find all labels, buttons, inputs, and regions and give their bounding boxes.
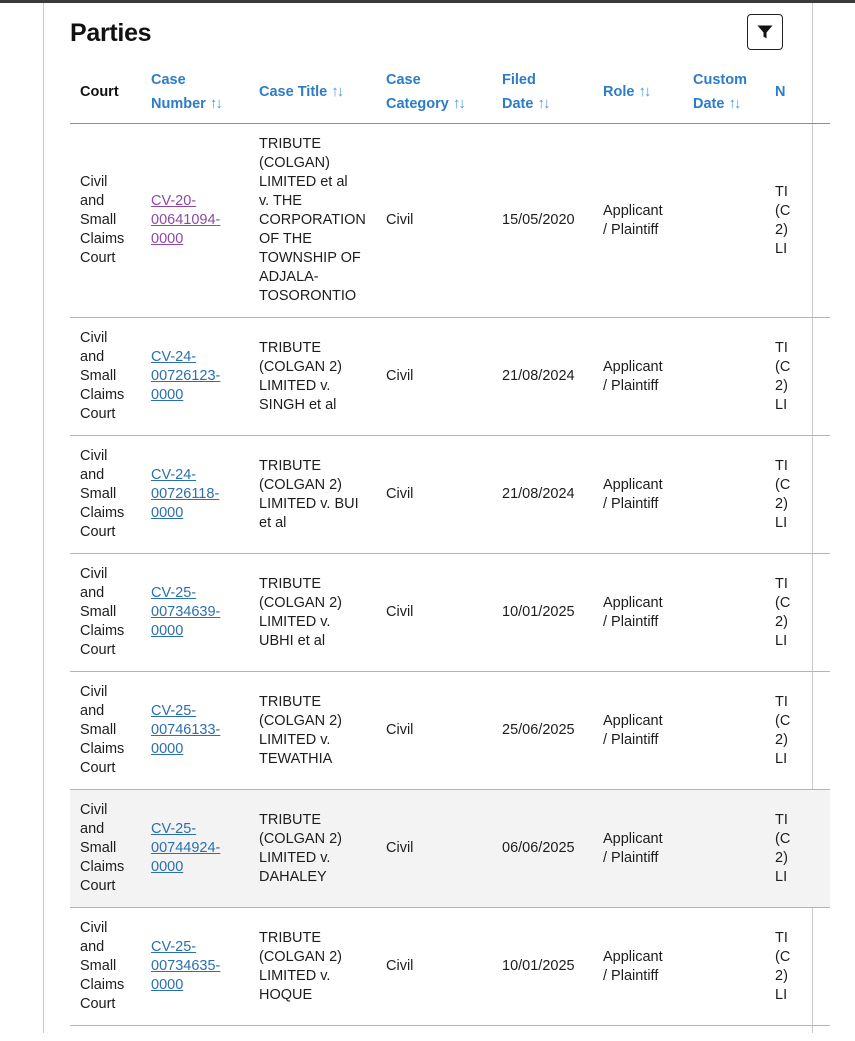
- case-title-text: TRIBUTE: [259, 811, 322, 828]
- case-number-text: 00641094-: [151, 212, 221, 228]
- cell-n: [765, 672, 830, 790]
- parties-table-scroll[interactable]: [70, 61, 791, 1041]
- case-title-text: LIMITED v. BUI: [259, 495, 359, 512]
- case-title-text: UBHI et al: [259, 632, 326, 649]
- case-number-text: 0000: [151, 977, 184, 993]
- court-text: Claims: [80, 741, 125, 757]
- cell-n: [765, 124, 830, 318]
- n-text: 2): [775, 495, 788, 512]
- n-text: (C: [775, 948, 791, 965]
- cell-court: [70, 672, 141, 790]
- cell-role: [593, 124, 683, 318]
- cell-n: [765, 908, 830, 1026]
- cell-court: [70, 790, 141, 908]
- court-text: and: [80, 703, 105, 719]
- case-title-text: TRIBUTE: [259, 136, 322, 152]
- case-number-text: 0000: [151, 231, 184, 247]
- role-text: Applicant: [603, 830, 663, 847]
- case-title-text: TEWATHIA: [259, 750, 333, 767]
- column-header-filed-date[interactable]: [492, 61, 593, 124]
- cell-case-title: [249, 554, 376, 672]
- cell-filed-date: 21/08/2024: [492, 436, 593, 554]
- page-title: Parties: [70, 19, 152, 47]
- column-header-label: Case: [151, 71, 186, 88]
- role-text: / Plaintiff: [603, 731, 659, 748]
- cell-n: [765, 790, 830, 908]
- case-title-text: (COLGAN): [259, 155, 330, 171]
- case-title-text: TRIBUTE: [259, 457, 322, 474]
- court-text: and: [80, 821, 105, 837]
- court-text: Small: [80, 368, 117, 384]
- case-title-text: et al: [259, 514, 287, 531]
- court-text: Civil: [80, 920, 108, 936]
- case-title-text: (COLGAN 2): [259, 712, 342, 729]
- cell-case-title: [249, 124, 376, 318]
- case-number-text: CV-25-: [151, 585, 197, 601]
- table-row: [70, 554, 830, 672]
- cell-n: [765, 554, 830, 672]
- case-number-link[interactable]: [151, 349, 220, 403]
- cell-case-category: Civil: [376, 554, 492, 672]
- case-number-text: 00744924-: [151, 840, 221, 856]
- table-row: [70, 672, 830, 790]
- case-title-text: (COLGAN 2): [259, 594, 342, 611]
- role-text: / Plaintiff: [603, 849, 659, 866]
- court-text: Court: [80, 642, 116, 658]
- case-number-link[interactable]: [151, 193, 220, 247]
- case-number-text: 00734635-: [151, 958, 221, 974]
- column-header-label: Number: [151, 95, 206, 112]
- cell-role: [593, 790, 683, 908]
- column-header-label: Custom: [693, 71, 747, 88]
- role-text: Applicant: [603, 594, 663, 611]
- n-text: (C: [775, 594, 791, 611]
- cell-court: [70, 908, 141, 1026]
- case-title-text: LIMITED v.: [259, 613, 331, 630]
- n-text: (C: [775, 202, 791, 219]
- cell-case-number: [141, 554, 249, 672]
- cell-case-category: Civil: [376, 124, 492, 318]
- table-row: [70, 790, 830, 908]
- role-text: Applicant: [603, 948, 663, 965]
- n-text: 2): [775, 967, 788, 984]
- role-text: / Plaintiff: [603, 221, 659, 238]
- court-text: Claims: [80, 977, 125, 993]
- role-text: Applicant: [603, 202, 663, 219]
- n-text: 2): [775, 377, 788, 394]
- cell-case-category: Civil: [376, 790, 492, 908]
- court-text: and: [80, 939, 105, 955]
- case-title-text: TRIBUTE: [259, 339, 322, 356]
- case-title-text: (COLGAN 2): [259, 948, 342, 965]
- case-number-text: CV-24-: [151, 349, 197, 365]
- cell-n: [765, 318, 830, 436]
- n-text: 2): [775, 613, 788, 630]
- case-title-text: LIMITED v.: [259, 377, 331, 394]
- case-title-text: TOWNSHIP OF: [259, 250, 361, 266]
- cell-filed-date: 25/06/2025: [492, 672, 593, 790]
- cell-case-title: [249, 908, 376, 1026]
- cell-case-category: Civil: [376, 908, 492, 1026]
- column-header-label: Case Title: [259, 84, 328, 100]
- court-text: and: [80, 349, 105, 365]
- column-header-label: Court: [80, 83, 119, 100]
- role-text: / Plaintiff: [603, 967, 659, 984]
- n-text: TI: [775, 929, 788, 946]
- court-text: Claims: [80, 505, 125, 521]
- n-text: TI: [775, 575, 788, 592]
- column-header-case-number[interactable]: [141, 61, 249, 124]
- case-number-text: CV-25-: [151, 821, 197, 837]
- cell-filed-date: 21/08/2024: [492, 318, 593, 436]
- court-text: Claims: [80, 623, 125, 639]
- role-text: Applicant: [603, 712, 663, 729]
- court-text: Court: [80, 524, 116, 540]
- role-text: Applicant: [603, 358, 663, 375]
- cell-filed-date: 06/06/2025: [492, 790, 593, 908]
- n-text: TI: [775, 693, 788, 710]
- case-title-text: OF THE: [259, 231, 312, 247]
- n-text: TI: [775, 457, 788, 474]
- court-text: and: [80, 585, 105, 601]
- case-title-text: TRIBUTE: [259, 693, 322, 710]
- cell-court: [70, 124, 141, 318]
- cell-case-number: [141, 436, 249, 554]
- table-body: [70, 124, 830, 1026]
- cell-role: [593, 908, 683, 1026]
- n-text: LI: [775, 868, 788, 885]
- cell-filed-date: 10/01/2025: [492, 554, 593, 672]
- court-text: Civil: [80, 448, 108, 464]
- case-title-text: (COLGAN 2): [259, 830, 342, 847]
- cell-case-number: [141, 318, 249, 436]
- cell-case-category: Civil: [376, 672, 492, 790]
- court-text: Small: [80, 840, 117, 856]
- column-header-custom-date[interactable]: [683, 61, 765, 124]
- case-title-text: LIMITED v.: [259, 731, 331, 748]
- court-text: Civil: [80, 566, 108, 582]
- case-number-text: 00734639-: [151, 604, 221, 620]
- cell-custom-date: [683, 790, 765, 908]
- sort-arrows-icon: ↑↓: [331, 83, 343, 100]
- cell-court: [70, 436, 141, 554]
- cell-filed-date: 15/05/2020: [492, 124, 593, 318]
- cell-case-number: [141, 908, 249, 1026]
- court-text: Civil: [80, 330, 108, 346]
- cell-case-category: Civil: [376, 318, 492, 436]
- case-title-text: LIMITED et al: [259, 174, 348, 190]
- court-text: Claims: [80, 387, 125, 403]
- case-number-text: CV-24-: [151, 467, 197, 483]
- cell-case-title: [249, 436, 376, 554]
- cell-custom-date: [683, 554, 765, 672]
- n-text: 2): [775, 731, 788, 748]
- cell-custom-date: [683, 672, 765, 790]
- court-text: Small: [80, 212, 117, 228]
- column-header-label: N: [775, 83, 786, 100]
- n-text: 2): [775, 849, 788, 866]
- table-row: [70, 908, 830, 1026]
- n-text: LI: [775, 514, 788, 531]
- n-text: (C: [775, 358, 791, 375]
- cell-court: [70, 554, 141, 672]
- case-title-text: (COLGAN 2): [259, 476, 342, 493]
- case-title-text: LIMITED v.: [259, 967, 331, 984]
- court-text: Court: [80, 996, 116, 1012]
- sort-arrows-icon: ↑↓: [537, 94, 549, 112]
- case-title-text: v. THE: [259, 193, 302, 209]
- column-header-label: Category: [386, 95, 449, 112]
- cell-case-title: [249, 790, 376, 908]
- n-text: LI: [775, 396, 788, 413]
- case-title-text: TOSORONTIO: [259, 288, 357, 304]
- cell-role: [593, 436, 683, 554]
- court-text: Civil: [80, 684, 108, 700]
- case-number-text: 00746133-: [151, 722, 221, 738]
- column-header-role[interactable]: [593, 61, 683, 124]
- sort-arrows-icon: ↑↓: [728, 94, 740, 112]
- case-number-link[interactable]: [151, 467, 219, 521]
- case-number-text: CV-25-: [151, 939, 197, 955]
- court-text: Court: [80, 250, 116, 266]
- cell-custom-date: [683, 318, 765, 436]
- case-number-text: 00726123-: [151, 368, 221, 384]
- case-title-text: HOQUE: [259, 986, 313, 1003]
- case-title-text: DAHALEY: [259, 868, 327, 885]
- parties-table: [70, 61, 830, 1026]
- filter-funnel-icon: [756, 23, 774, 41]
- court-text: Small: [80, 722, 117, 738]
- table-row: [70, 124, 830, 318]
- n-text: (C: [775, 712, 791, 729]
- case-number-text: 0000: [151, 741, 184, 757]
- cell-n: [765, 436, 830, 554]
- court-text: Civil: [80, 802, 108, 818]
- role-text: / Plaintiff: [603, 377, 659, 394]
- case-number-text: 00726118-: [151, 486, 220, 502]
- court-text: Court: [80, 760, 116, 776]
- cell-case-number: [141, 124, 249, 318]
- cell-role: [593, 672, 683, 790]
- cell-role: [593, 554, 683, 672]
- case-number-text: 0000: [151, 387, 184, 403]
- case-title-text: CORPORATION: [259, 212, 366, 228]
- court-text: and: [80, 193, 105, 209]
- column-header-case-title[interactable]: [249, 61, 376, 124]
- filter-button[interactable]: [747, 14, 783, 50]
- sort-arrows-icon: ↑↓: [452, 94, 464, 112]
- case-number-text: CV-20-: [151, 193, 197, 209]
- case-number-link[interactable]: [151, 821, 220, 875]
- cell-custom-date: [683, 124, 765, 318]
- table-row: [70, 436, 830, 554]
- n-text: LI: [775, 240, 788, 257]
- column-header-label: Date: [502, 95, 534, 112]
- cell-case-number: [141, 672, 249, 790]
- case-title-text: ADJALA-: [259, 269, 319, 285]
- case-number-text: 0000: [151, 623, 184, 639]
- sort-arrows-icon: ↑↓: [638, 83, 650, 100]
- case-title-text: SINGH et al: [259, 396, 337, 413]
- column-header-case-category[interactable]: [376, 61, 492, 124]
- case-title-text: (COLGAN 2): [259, 358, 342, 375]
- court-text: Claims: [80, 231, 125, 247]
- cell-filed-date: 10/01/2025: [492, 908, 593, 1026]
- case-title-text: TRIBUTE: [259, 929, 322, 946]
- cell-court: [70, 318, 141, 436]
- column-header-court[interactable]: [70, 61, 141, 124]
- case-number-link[interactable]: [151, 703, 220, 757]
- cell-case-number: [141, 790, 249, 908]
- n-text: (C: [775, 476, 791, 493]
- case-number-link[interactable]: [151, 939, 220, 993]
- sort-arrows-icon: ↑↓: [209, 94, 221, 112]
- n-text: LI: [775, 632, 788, 649]
- column-header-n[interactable]: [765, 61, 830, 124]
- case-title-text: TRIBUTE: [259, 575, 322, 592]
- role-text: / Plaintiff: [603, 613, 659, 630]
- parties-panel: [43, 3, 813, 1033]
- court-text: Court: [80, 878, 116, 894]
- column-header-label: Case: [386, 71, 421, 88]
- table-header-row: [70, 61, 830, 124]
- court-text: Small: [80, 604, 117, 620]
- cell-custom-date: [683, 908, 765, 1026]
- court-text: Small: [80, 486, 117, 502]
- court-text: Small: [80, 958, 117, 974]
- table-row: [70, 318, 830, 436]
- case-number-text: 0000: [151, 505, 184, 521]
- n-text: TI: [775, 183, 788, 200]
- n-text: (C: [775, 830, 791, 847]
- n-text: 2): [775, 221, 788, 238]
- case-title-text: LIMITED v.: [259, 849, 331, 866]
- n-text: TI: [775, 811, 788, 828]
- case-number-text: CV-25-: [151, 703, 197, 719]
- cell-case-title: [249, 318, 376, 436]
- role-text: / Plaintiff: [603, 495, 659, 512]
- n-text: TI: [775, 339, 788, 356]
- cell-role: [593, 318, 683, 436]
- n-text: LI: [775, 750, 788, 767]
- column-header-label: Role: [603, 84, 635, 100]
- cell-case-category: Civil: [376, 436, 492, 554]
- court-text: Court: [80, 406, 116, 422]
- court-text: and: [80, 467, 105, 483]
- column-header-label: Filed: [502, 71, 536, 88]
- case-number-text: 0000: [151, 859, 184, 875]
- column-header-label: Date: [693, 95, 725, 112]
- case-number-link[interactable]: [151, 585, 220, 639]
- role-text: Applicant: [603, 476, 663, 493]
- n-text: LI: [775, 986, 788, 1003]
- court-text: Claims: [80, 859, 125, 875]
- cell-custom-date: [683, 436, 765, 554]
- cell-case-title: [249, 672, 376, 790]
- court-text: Civil: [80, 174, 108, 190]
